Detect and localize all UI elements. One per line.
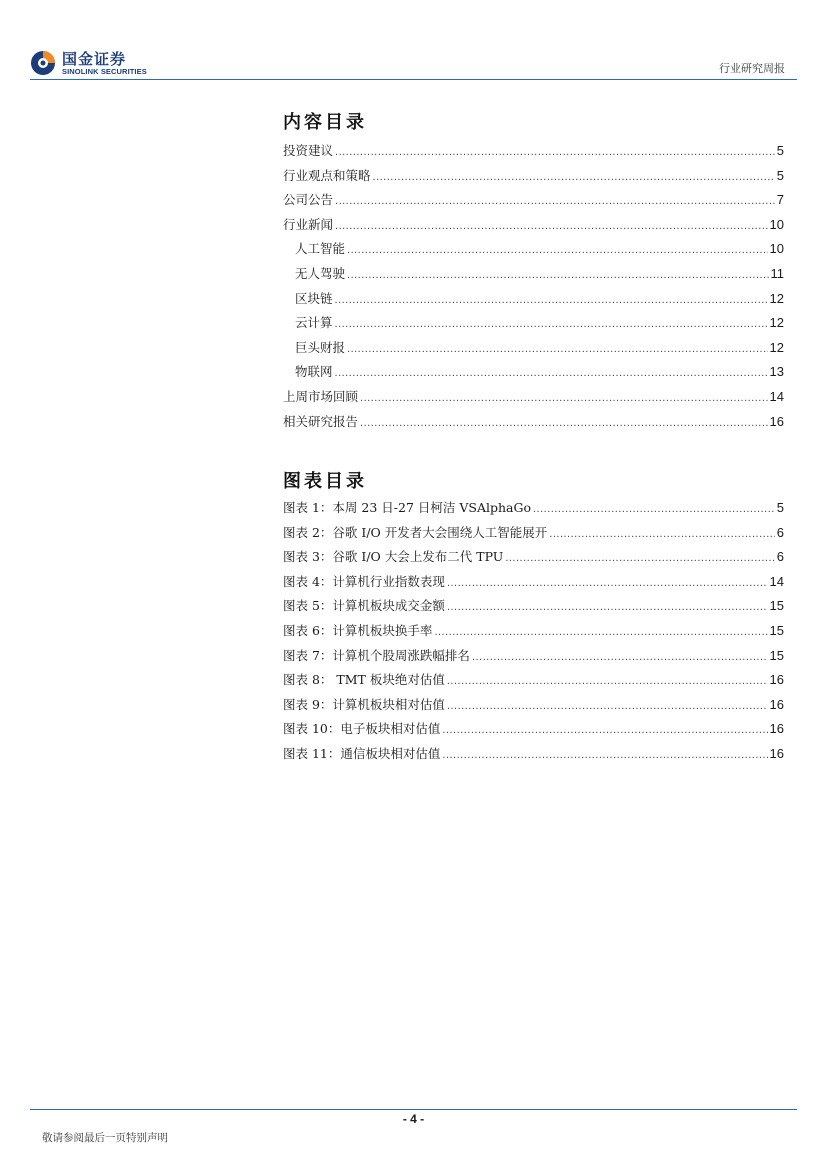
dot-leader — [335, 294, 768, 306]
dot-leader — [447, 601, 768, 613]
toc-entry-label: 图表 7：计算机个股周涨跌幅排名 — [283, 647, 470, 663]
toc-entry-page: 7 — [776, 192, 784, 208]
toc-entry[interactable] — [283, 387, 784, 412]
toc-entry-label: 上周市场回顾 — [283, 388, 359, 404]
dot-leader — [442, 749, 767, 761]
footer-divider — [30, 1109, 797, 1110]
toc-entry[interactable] — [283, 621, 784, 646]
toc-entry[interactable] — [283, 498, 784, 523]
toc-entry-page: 16 — [769, 721, 784, 737]
toc-entry[interactable] — [283, 670, 784, 695]
toc-entry-page: 14 — [769, 573, 784, 589]
dot-leader — [360, 392, 768, 404]
toc-entry[interactable] — [283, 141, 784, 166]
toc-entry-label: 物联网 — [295, 364, 333, 380]
toc-entry-page: 12 — [769, 315, 784, 331]
toc-entry-page: 15 — [769, 647, 784, 663]
toc-entry-page: 5 — [776, 167, 784, 183]
toc-entry-page: 10 — [769, 216, 784, 232]
logo-name-cn: 国金证券 — [62, 49, 127, 68]
toc-entry-label: 无人驾驶 — [295, 265, 346, 281]
toc-entry-page: 16 — [769, 696, 784, 712]
toc-entry-label: 图表 11：通信板块相对估值 — [283, 745, 441, 761]
content-toc-title: 内容目录 — [283, 112, 367, 133]
toc-entry[interactable] — [283, 166, 784, 191]
dot-leader — [447, 675, 768, 687]
toc-entry-page: 13 — [769, 364, 784, 380]
disclaimer: 敬请参阅最后一页特别声明 — [42, 1132, 168, 1144]
toc-entry-label: 相关研究报告 — [283, 413, 359, 429]
toc-entry-label: 图表 1：本周 23 日-27 日柯洁 VSAlphaGo — [283, 500, 531, 515]
toc-entry-label: 投资建议 — [283, 143, 334, 158]
toc-entry-label: 图表 4：计算机行业指数表现 — [283, 573, 445, 589]
page-number: - 4 - — [402, 1112, 425, 1126]
dot-leader — [434, 626, 767, 638]
content-toc — [283, 141, 784, 436]
toc-entry[interactable] — [283, 239, 784, 264]
toc-entry-label: 巨头财报 — [295, 339, 346, 355]
toc-entry-label: 人工智能 — [295, 241, 346, 257]
logo-name-en: SINOLINK SECURITIES — [62, 66, 147, 76]
dot-leader — [549, 528, 774, 540]
logo-mark-icon — [30, 50, 56, 76]
dot-leader — [347, 244, 768, 256]
toc-entry-page: 6 — [776, 524, 784, 540]
dot-leader — [347, 269, 768, 281]
dot-leader — [447, 700, 768, 712]
dot-leader — [360, 417, 768, 429]
dot-leader — [533, 503, 775, 515]
toc-entry-label: 公司公告 — [283, 192, 334, 208]
toc-entry-label: 图表 2：谷歌 I/O 开发者大会围绕人工智能展开 — [283, 524, 548, 540]
toc-entry-label: 云计算 — [295, 315, 333, 331]
dot-leader — [472, 651, 768, 663]
toc-entry-page: 5 — [776, 143, 784, 158]
toc-entry[interactable] — [283, 362, 784, 387]
toc-entry-page: 11 — [770, 265, 784, 281]
dot-leader — [373, 171, 775, 183]
toc-entry-page: 12 — [769, 290, 784, 306]
toc-entry-label: 图表 9：计算机板块相对估值 — [283, 696, 445, 712]
toc-entry-label: 区块链 — [295, 290, 333, 306]
figure-toc — [283, 498, 784, 769]
dot-leader — [442, 724, 767, 736]
company-logo — [30, 46, 147, 80]
toc-entry-page: 12 — [769, 339, 784, 355]
toc-entry[interactable] — [283, 572, 784, 597]
toc-entry[interactable] — [283, 190, 784, 215]
dot-leader — [335, 146, 775, 158]
toc-entry[interactable] — [283, 596, 784, 621]
dot-leader — [505, 552, 774, 564]
dot-leader — [447, 577, 768, 589]
dot-leader — [335, 318, 768, 330]
toc-entry-label: 行业观点和策略 — [283, 167, 371, 183]
dot-leader — [335, 367, 768, 379]
toc-entry[interactable] — [283, 523, 784, 548]
toc-entry[interactable] — [283, 695, 784, 720]
toc-entry-label: 图表 8： TMT 板块绝对估值 — [283, 672, 445, 688]
toc-entry[interactable] — [283, 289, 784, 314]
toc-entry-page: 16 — [769, 413, 784, 429]
toc-entry-page: 16 — [769, 745, 784, 761]
report-type: 行业研究周报 — [719, 62, 785, 75]
toc-entry[interactable] — [283, 547, 784, 572]
toc-entry[interactable] — [283, 744, 784, 769]
toc-entry[interactable] — [283, 313, 784, 338]
toc-entry[interactable] — [283, 264, 784, 289]
toc-entry-label: 图表 6：计算机板块换手率 — [283, 622, 433, 638]
toc-entry-page: 15 — [769, 598, 784, 614]
toc-entry-label: 图表 5：计算机板块成交金额 — [283, 598, 445, 614]
dot-leader — [335, 220, 768, 232]
toc-entry-page: 16 — [769, 672, 784, 688]
toc-entry-page: 15 — [769, 622, 784, 638]
toc-entry[interactable] — [283, 719, 784, 744]
toc-entry-label: 图表 3：谷歌 I/O 大会上发布二代 TPU — [283, 549, 504, 565]
toc-entry[interactable] — [283, 338, 784, 363]
toc-entry[interactable] — [283, 215, 784, 240]
figure-toc-title: 图表目录 — [283, 471, 367, 492]
toc-entry[interactable] — [283, 646, 784, 671]
toc-entry-page: 6 — [776, 549, 784, 565]
toc-entry-label: 行业新闻 — [283, 216, 334, 232]
header-divider — [30, 79, 797, 80]
dot-leader — [335, 195, 775, 207]
toc-entry-page: 5 — [776, 500, 784, 515]
toc-entry-page: 10 — [769, 241, 784, 257]
toc-entry-label: 图表 10：电子板块相对估值 — [283, 721, 441, 737]
toc-entry-page: 14 — [769, 388, 784, 404]
toc-entry[interactable] — [283, 412, 784, 437]
dot-leader — [347, 343, 768, 355]
